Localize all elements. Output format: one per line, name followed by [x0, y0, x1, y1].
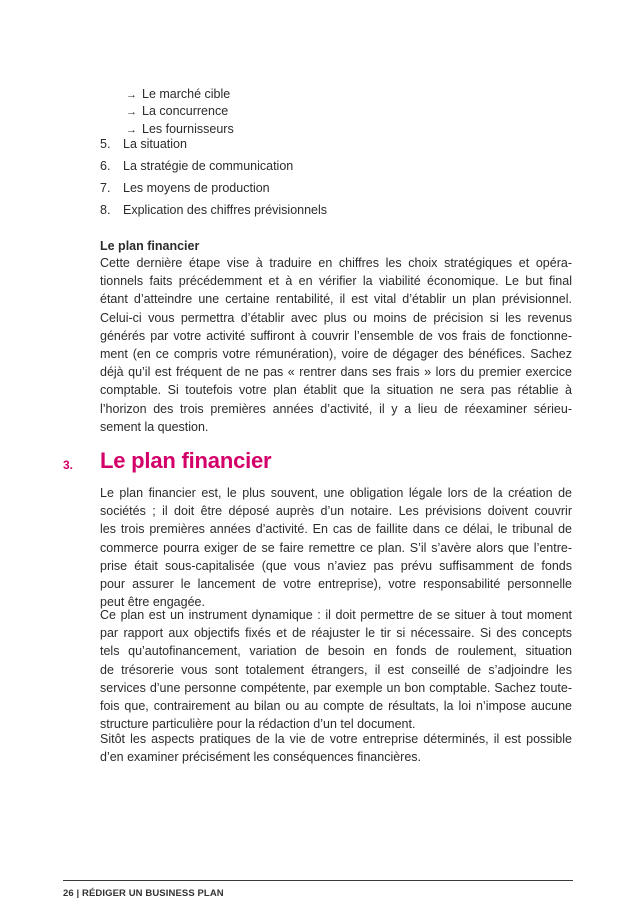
arrow-right-icon: →: [126, 89, 137, 101]
text-line: tels qu’autofinancement, variation de besoin en fonds de roulement, situation: [100, 644, 572, 659]
paragraph: [100, 730, 572, 766]
text-line: déjà qu’il est fréquent de ne pas « rentrer dans ses frais » lors du premier exercice: [100, 365, 572, 380]
list-item: → La concurrence: [126, 103, 234, 120]
page-footer: 26 | RÉDIGER UN BUSINESS PLAN: [63, 888, 224, 899]
list-item: 7. Les moyens de production: [100, 181, 270, 195]
text-line: générés par votre activité suffiront à couvrir l’ensemble de vos frais de fonctionne-: [100, 328, 572, 343]
subsection-title: Le plan financier: [100, 239, 200, 253]
list-item: → Les fournisseurs: [126, 121, 234, 138]
section-title: Le plan financier: [100, 448, 272, 473]
text-line: de trésorerie vous sont totalement étrangers, il est conseillé de s’adjoindre les: [100, 662, 572, 677]
text-line: Sitôt les aspects pratiques de la vie de votre entreprise déterminés, il est possible: [100, 732, 572, 746]
text-line: Le plan financier est, le plus souvent, une obligation légale lors de la création de: [100, 486, 572, 500]
list-item: 5. La situation: [100, 137, 187, 151]
text-line: sociétés ; il doit être déposé auprès d’un notaire. Les prévisions doivent couvrir: [100, 504, 572, 519]
list-item: 6. La stratégie de communication: [100, 159, 294, 173]
text-line: prise était sous-capitalisée (que vous n’aviez pas prévu suffisamment de fonds: [100, 558, 572, 573]
list-item: 8. Explication des chiffres prévisionnels: [100, 203, 328, 217]
text-line: Ce plan est un instrument dynamique : il doit permettre de se situer à tout moment: [100, 608, 572, 622]
sub-bullet-list: [126, 86, 234, 138]
paragraph: [100, 484, 572, 611]
arrow-right-icon: →: [126, 123, 137, 136]
text-line: peut être engagée.: [100, 595, 205, 610]
text-line: commerce pourra exiger de se faire remettre ce plan. S’il s’avère alors que l’entre-: [100, 540, 572, 555]
list-item: → Le marché cible: [126, 86, 234, 103]
text-line: sement la question.: [100, 419, 209, 434]
subsection-block: [100, 238, 572, 436]
text-line: Cette dernière étape vise à traduire en chiffres les choix stratégiques et opéra-: [100, 256, 572, 270]
text-line: d’en examiner précisément les conséquences financières.: [100, 750, 422, 765]
text-line: fois que, contrairement au bilan ou au compte de résultats, la loi n’impose aucune: [100, 699, 572, 714]
numbered-list: [100, 137, 327, 225]
text-line: les trois premières années d’activité. En cas de faillite dans ce délai, le tribunal de: [100, 522, 572, 537]
paragraph: [100, 606, 572, 733]
text-line: étant d’atteindre une certaine rentabilité, il est vital d’établir un plan prévisionnel.: [100, 292, 572, 307]
arrow-right-icon: →: [126, 106, 137, 119]
text-line: l’horizon des trois premières années d’activité, il y a lieu de réexaminer sérieu-: [100, 401, 572, 416]
footer-divider: [63, 880, 573, 881]
section-number: 3.: [63, 458, 74, 472]
text-line: tionnels faits précédemment et à en vérifier la viabilité économique. Le but final: [100, 274, 572, 289]
text-line: par rapport aux objectifs fixés et de réajuster le tir si nécessaire. Si des concepts: [100, 626, 572, 641]
text-line: comptable. Si toutefois votre plan établit que la situation ne sera pas rétablie à: [100, 383, 572, 398]
text-line: ment (en ce compris votre rémunération), voire de dégager des bénéfices. Sachez: [100, 347, 572, 362]
text-line: Celui-ci vous permettra d’établir avec plus ou moins de précision si les revenus: [100, 310, 572, 325]
text-line: structure particulière pour la rédaction d’un tel document.: [100, 717, 416, 732]
text-line: pour assurer le lancement de votre entreprise), votre responsabilité personnelle: [100, 577, 572, 592]
text-line: services d’une personne compétente, par exemple un bon comptable. Sachez toute-: [100, 680, 572, 695]
